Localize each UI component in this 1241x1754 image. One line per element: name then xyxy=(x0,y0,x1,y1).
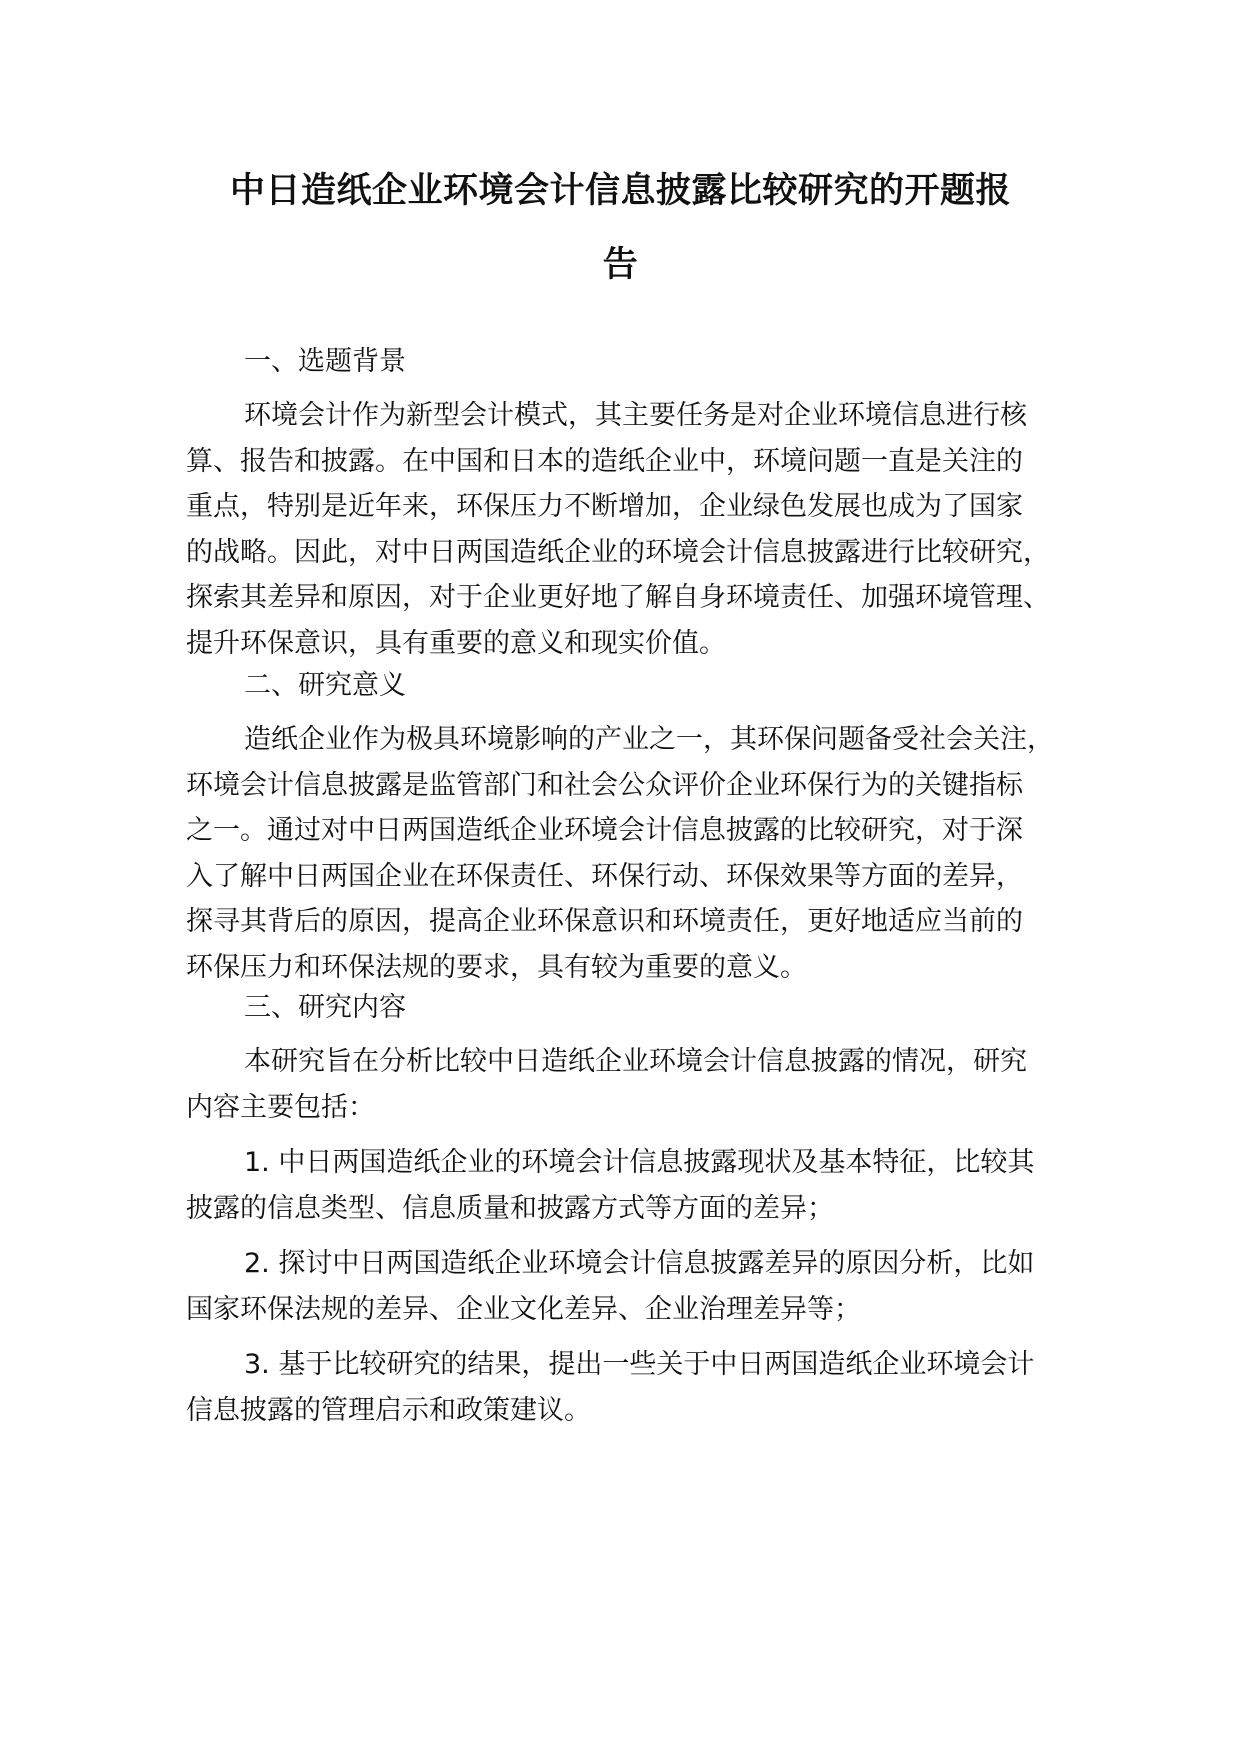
paragraph-background xyxy=(186,393,1086,666)
paragraph-line: 国家环保法规的差异、企业文化差异、企业治理差异等； xyxy=(186,1293,861,1325)
paragraph-line: 内容主要包括： xyxy=(186,1091,375,1123)
paragraph-line: 之一。通过对中日两国造纸企业环境会计信息披露的比较研究，对于深 xyxy=(186,815,1023,846)
paragraph-line: 环保压力和环保法规的要求，具有较为重要的意义。 xyxy=(186,951,807,983)
paragraph-line: 环境会计作为新型会计模式，其主要任务是对企业环境信息进行核 xyxy=(244,400,1027,431)
list-item-2 xyxy=(186,1241,1086,1332)
paragraph-line: 重点，特别是近年来，环保压力不断增加，企业绿色发展也成为了国家 xyxy=(186,491,1023,522)
paragraph-line: 2. 探讨中日两国造纸企业环境会计信息披露差异的原因分析，比如 xyxy=(244,1248,1035,1279)
paragraph-line: 探索其差异和原因，对于企业更好地了解自身环境责任、加强环境管理、 xyxy=(186,582,1050,613)
paragraph-line: 入了解中日两国企业在环保责任、环保行动、环保效果等方面的差异， xyxy=(186,860,1023,892)
document-title-line-1: 中日造纸企业环境会计信息披露比较研究的开题报 xyxy=(229,171,1011,211)
paragraph-line: 1. 中日两国造纸企业的环境会计信息披露现状及基本特征，比较其 xyxy=(244,1147,1035,1178)
paragraph-line: 的战略。因此，对中日两国造纸企业的环境会计信息披露进行比较研究， xyxy=(186,536,1050,568)
section-heading-content: 三、研究内容 xyxy=(244,992,406,1023)
paragraph-significance xyxy=(186,717,1086,990)
paragraph-line: 提升环保意识，具有重要的意义和现实价值。 xyxy=(186,627,726,659)
paragraph-content-intro xyxy=(186,1039,1086,1130)
section-heading-background: 一、选题背景 xyxy=(244,346,406,377)
paragraph-line: 算、报告和披露。在中国和日本的造纸企业中，环境问题一直是关注的 xyxy=(186,445,1023,477)
paragraph-line: 造纸企业作为极具环境影响的产业之一，其环保问题备受社会关注， xyxy=(244,724,1054,755)
paragraph-line: 披露的信息类型、信息质量和披露方式等方面的差异； xyxy=(186,1192,834,1224)
paragraph-line: 本研究旨在分析比较中日造纸企业环境会计信息披露的情况，研究 xyxy=(244,1046,1027,1077)
paragraph-line: 信息披露的管理启示和政策建议。 xyxy=(186,1394,591,1426)
section-heading-significance: 二、研究意义 xyxy=(244,670,406,701)
document-title-line-2: 告 xyxy=(602,245,639,285)
paragraph-line: 环境会计信息披露是监管部门和社会公众评价企业环保行为的关键指标 xyxy=(186,769,1023,801)
paragraph-line: 探寻其背后的原因，提高企业环保意识和环境责任，更好地适应当前的 xyxy=(186,906,1023,937)
list-item-3 xyxy=(186,1342,1086,1433)
paragraph-line: 3. 基于比较研究的结果，提出一些关于中日两国造纸企业环境会计 xyxy=(244,1349,1035,1380)
list-item-1 xyxy=(186,1140,1086,1231)
